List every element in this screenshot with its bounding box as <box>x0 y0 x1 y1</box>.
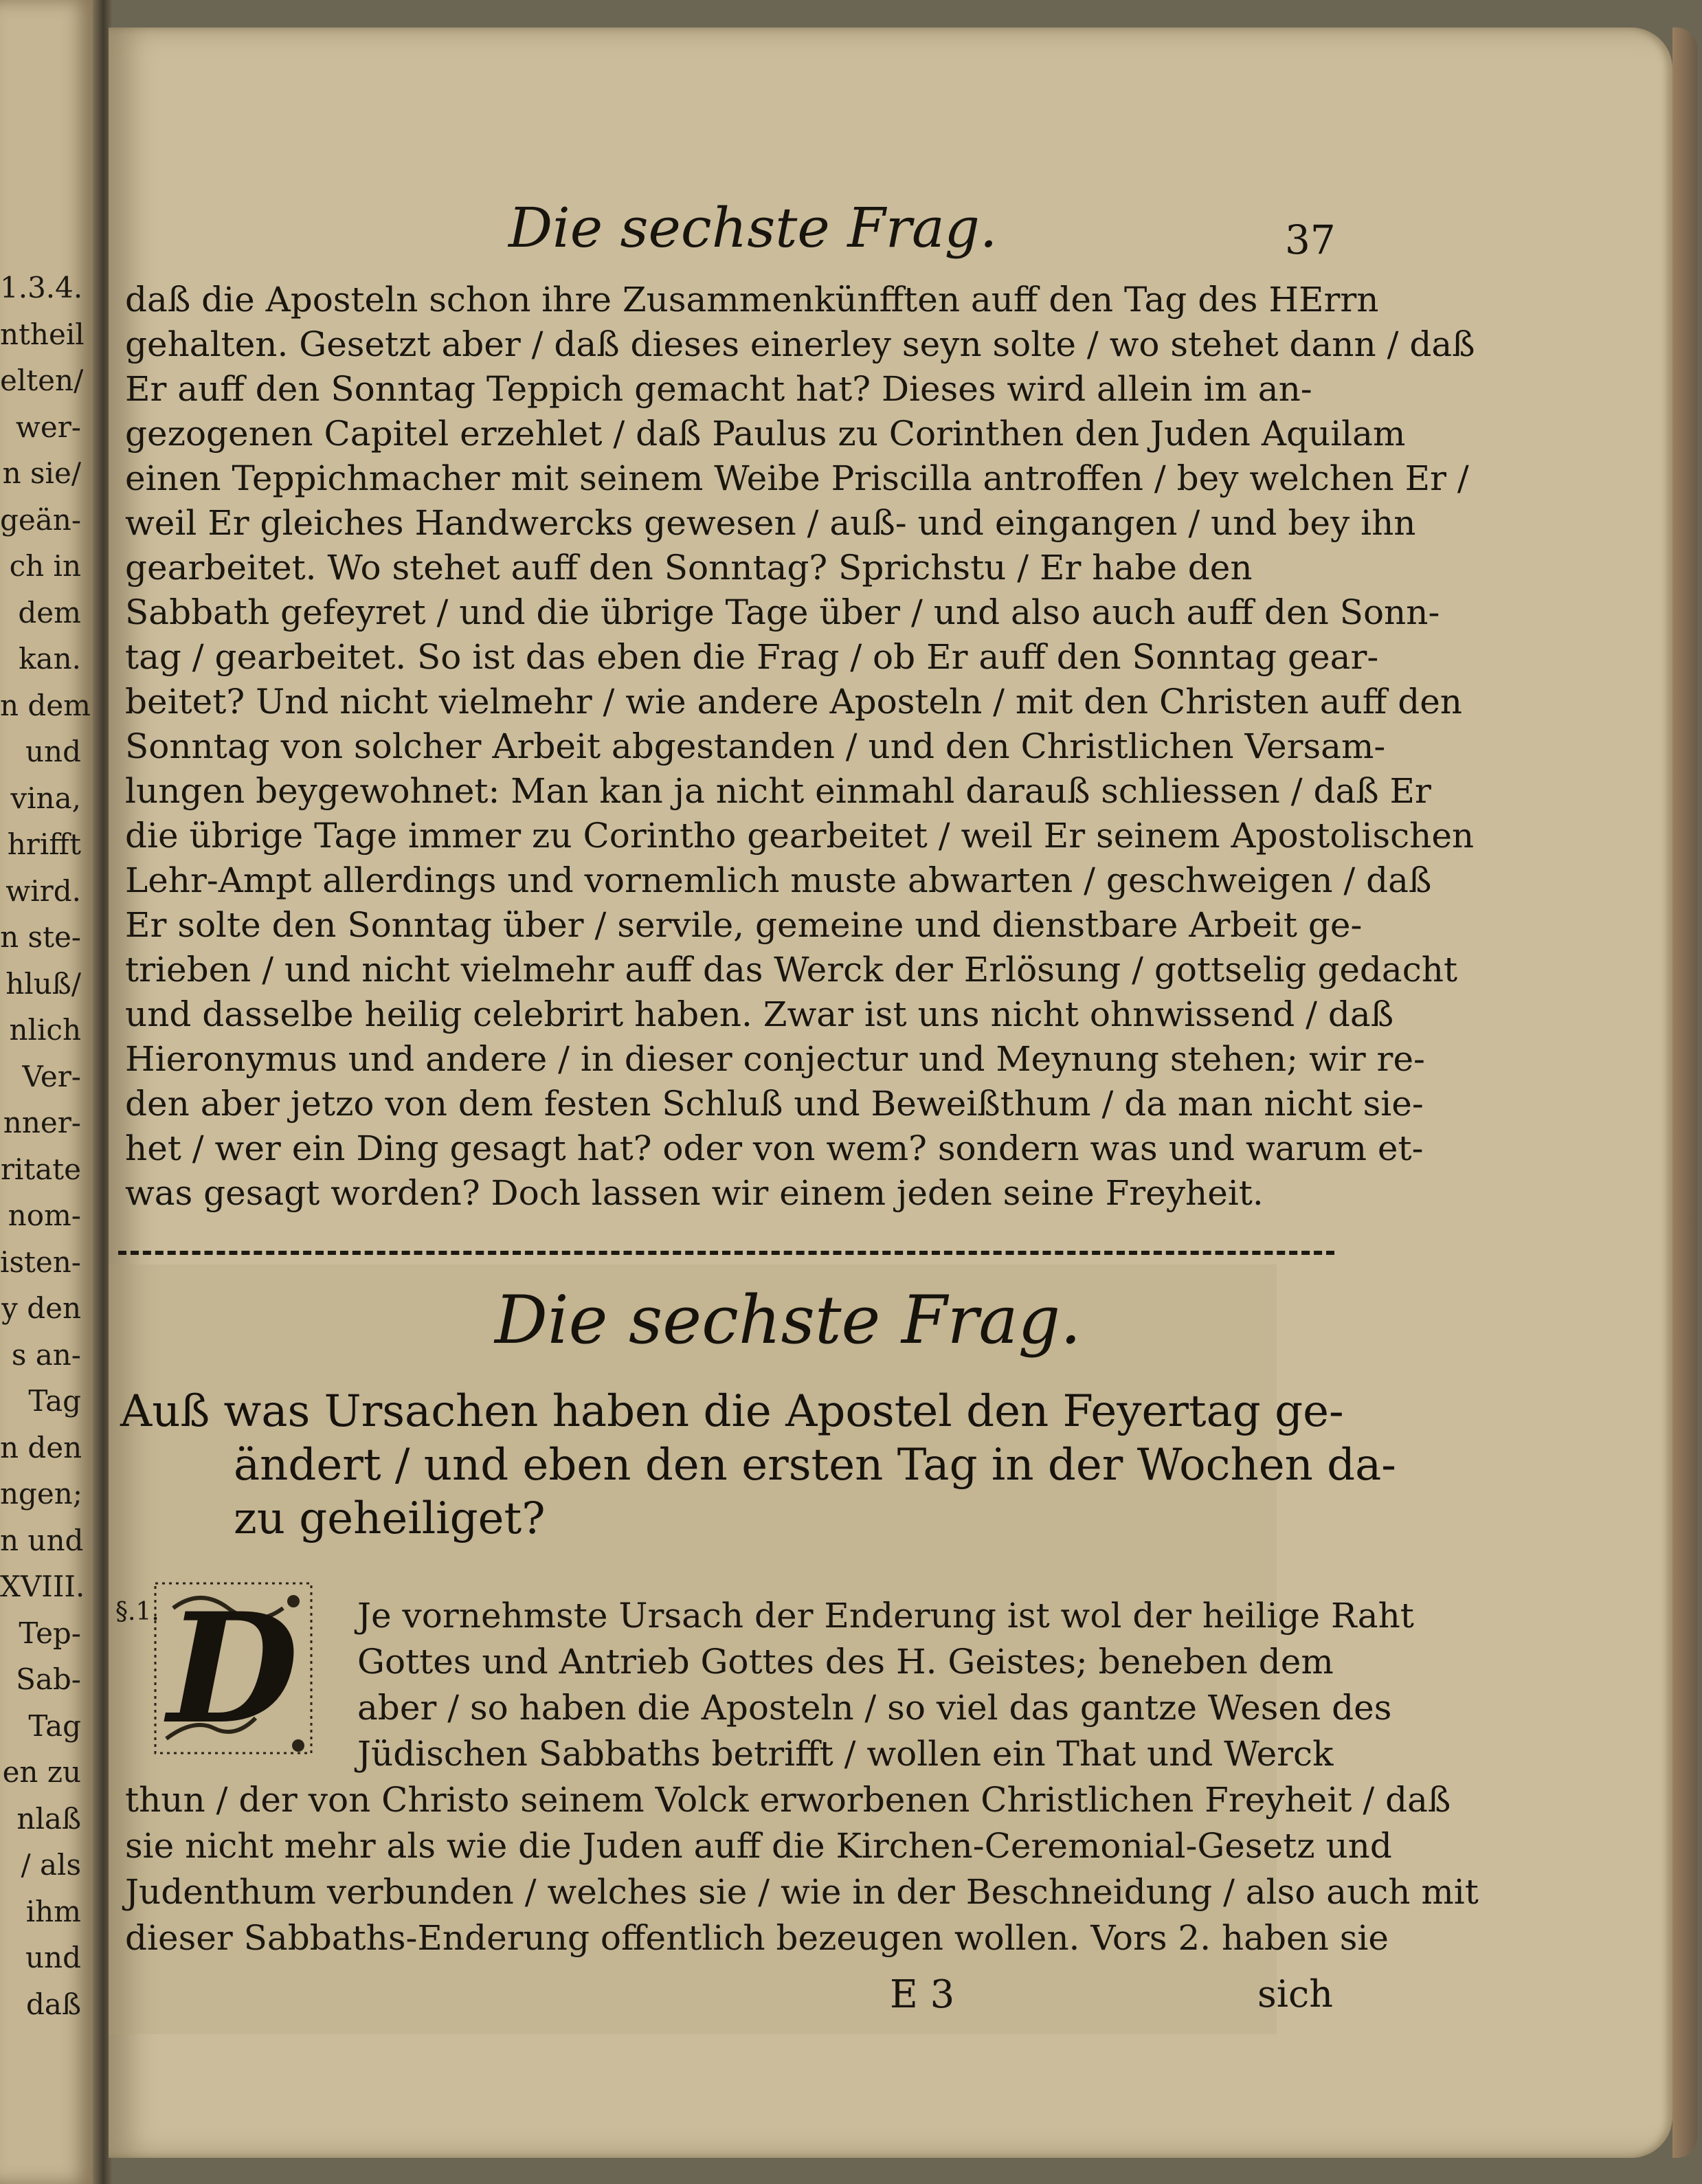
body-line: trieben / und nicht vielmehr auff das Werck der Erlösung / gottselig gedacht <box>125 950 1458 990</box>
section-mark: §.1. <box>115 1598 159 1626</box>
margin-fragment: dem <box>18 595 81 629</box>
answer-line: Je vornehmste Ursach der Enderung ist wol der heilige Raht <box>357 1596 1414 1636</box>
body-line: einen Teppichmacher mit seinem Weibe Priscilla antroffen / bey welchen Er / <box>125 458 1469 498</box>
margin-fragment: n ste- <box>0 920 81 954</box>
margin-fragment: ihm <box>25 1894 81 1928</box>
margin-fragment: n sie/ <box>2 456 81 490</box>
answer-line: Gottes und Antrieb Gottes des H. Geistes; beneben dem <box>357 1642 1334 1682</box>
body-line: Hieronymus und andere / in dieser conjectur und Meynung stehen; wir re- <box>125 1039 1425 1079</box>
decorated-initial <box>153 1581 314 1756</box>
margin-fragment: 1.3.4. <box>0 271 83 304</box>
margin-fragment: n dem <box>0 688 91 722</box>
margin-fragment: Tep- <box>19 1616 81 1650</box>
body-line: Sabbath gefeyret / und die übrige Tage über / und also auch auff den Sonn- <box>125 592 1440 632</box>
margin-fragment: nner- <box>3 1106 81 1139</box>
answer-line: sie nicht mehr als wie die Juden auff die Kirchen-Ceremonial-Gesetz und <box>125 1826 1392 1866</box>
margin-fragment: Tag <box>28 1708 81 1743</box>
body-line: beitet? Und nicht vielmehr / wie andere Aposteln / mit den Christen auff den <box>125 682 1462 722</box>
margin-fragment: wird. <box>5 873 81 908</box>
margin-fragment: nlaß <box>16 1801 81 1836</box>
body-line: die übrige Tage immer zu Corintho gearbeitet / weil Er seinem Apostolischen <box>125 816 1475 856</box>
margin-fragment: y den <box>1 1291 81 1325</box>
body-line: Er auff den Sonntag Teppich gemacht hat? Dieses wird allein im an- <box>125 369 1312 409</box>
section-divider <box>118 1251 1334 1255</box>
body-line: daß die Aposteln schon ihre Zusammenkünfften auff den Tag des HErrn <box>125 280 1379 320</box>
page-edge <box>1672 27 1697 2158</box>
margin-fragment: n und <box>0 1523 84 1557</box>
catchword: sich <box>1257 1972 1334 2016</box>
margin-fragment: Tag <box>28 1384 81 1418</box>
answer-line: dieser Sabbaths-Enderung offentlich bezeugen wollen. Vors 2. haben sie <box>125 1918 1389 1958</box>
body-line: gehalten. Gesetzt aber / daß dieses einerley seyn solte / wo stehet dann / daß <box>125 324 1475 364</box>
margin-fragment: en zu <box>2 1755 81 1789</box>
initial-letter: D <box>167 1579 299 1757</box>
margin-fragment: ngen; <box>0 1477 82 1511</box>
margin-fragment: ntheil <box>0 317 85 351</box>
answer-line: aber / so haben die Aposteln / so viel das gantze Wesen des <box>357 1688 1392 1728</box>
body-line: lungen beygewohnet: Man kan ja nicht einmahl darauß schliessen / daß Er <box>125 771 1431 811</box>
margin-fragment: nom- <box>8 1199 81 1232</box>
body-line: gezogenen Capitel erzehlet / daß Paulus zu Corinthen den Juden Aquilam <box>125 414 1406 454</box>
margin-fragment: isten- <box>0 1245 81 1279</box>
body-line: was gesagt worden? Doch lassen wir einem jeden seine Freyheit. <box>125 1173 1264 1213</box>
question-line: Auß was Ursachen haben die Apostel den Feyertag ge- <box>120 1386 1344 1437</box>
body-line: weil Er gleiches Handwercks gewesen / auß- und eingangen / und bey ihn <box>125 503 1416 543</box>
margin-fragment: hluß/ <box>5 966 81 1001</box>
margin-fragment: / als <box>21 1848 81 1882</box>
margin-fragment: hrifft <box>7 827 81 861</box>
body-line: tag / gearbeitet. So ist das eben die Frag / ob Er auff den Sonntag gear- <box>125 637 1379 677</box>
running-head: Die sechste Frag. <box>508 196 998 260</box>
margin-fragment: kan. <box>19 642 81 676</box>
body-line: gearbeitet. Wo stehet auff den Sonntag? Sprichstu / Er habe den <box>125 548 1253 588</box>
answer-line: thun / der von Christo seinem Volck erworbenen Christlichen Freyheit / daß <box>125 1780 1451 1820</box>
margin-fragment: geän- <box>0 502 82 537</box>
body-line: Lehr-Ampt allerdings und vornemlich muste abwarten / geschweigen / daß <box>125 860 1432 900</box>
body-line: und dasselbe heilig celebrirt haben. Zwar ist uns nicht ohnwissend / daß <box>125 994 1394 1034</box>
body-line: het / wer ein Ding gesagt hat? oder von wem? sondern was und warum et- <box>125 1128 1424 1168</box>
margin-fragment: XVIII. <box>0 1570 85 1603</box>
body-line: Sonntag von solcher Arbeit abgestanden / und den Christlichen Versam- <box>125 726 1386 766</box>
margin-fragment: ritate <box>0 1152 81 1186</box>
question-line: ändert / und eben den ersten Tag in der Wochen da- <box>234 1440 1396 1491</box>
margin-fragment: wer- <box>15 410 81 444</box>
section-heading: Die sechste Frag. <box>495 1282 1082 1359</box>
margin-fragment: vina, <box>10 781 81 815</box>
margin-fragment: elten/ <box>0 364 84 397</box>
margin-fragment: nlich <box>9 1013 81 1047</box>
margin-fragment: daß <box>26 1987 81 2021</box>
answer-line: Judenthum verbunden / welches sie / wie in der Beschneidung / also auch mit <box>125 1872 1479 1912</box>
body-line: Er solte den Sonntag über / servile, gemeine und dienstbare Arbeit ge- <box>125 905 1363 945</box>
margin-fragment: Sab- <box>16 1662 81 1696</box>
body-line: den aber jetzo von dem festen Schluß und Beweißthum / da man nicht sie- <box>125 1084 1424 1124</box>
margin-fragment: ch in <box>9 549 81 583</box>
answer-line: Jüdischen Sabbaths betrifft / wollen ein That und Werck <box>357 1734 1334 1774</box>
margin-fragment: s an- <box>11 1337 81 1372</box>
margin-fragment: n den <box>0 1430 82 1464</box>
question-line: zu geheiliget? <box>234 1493 546 1544</box>
margin-fragment: und <box>25 1941 81 1974</box>
margin-fragment: und <box>25 735 81 768</box>
signature-mark: E 3 <box>890 1972 955 2017</box>
page-number: 37 <box>1285 216 1336 263</box>
margin-fragment: Ver- <box>22 1059 81 1093</box>
